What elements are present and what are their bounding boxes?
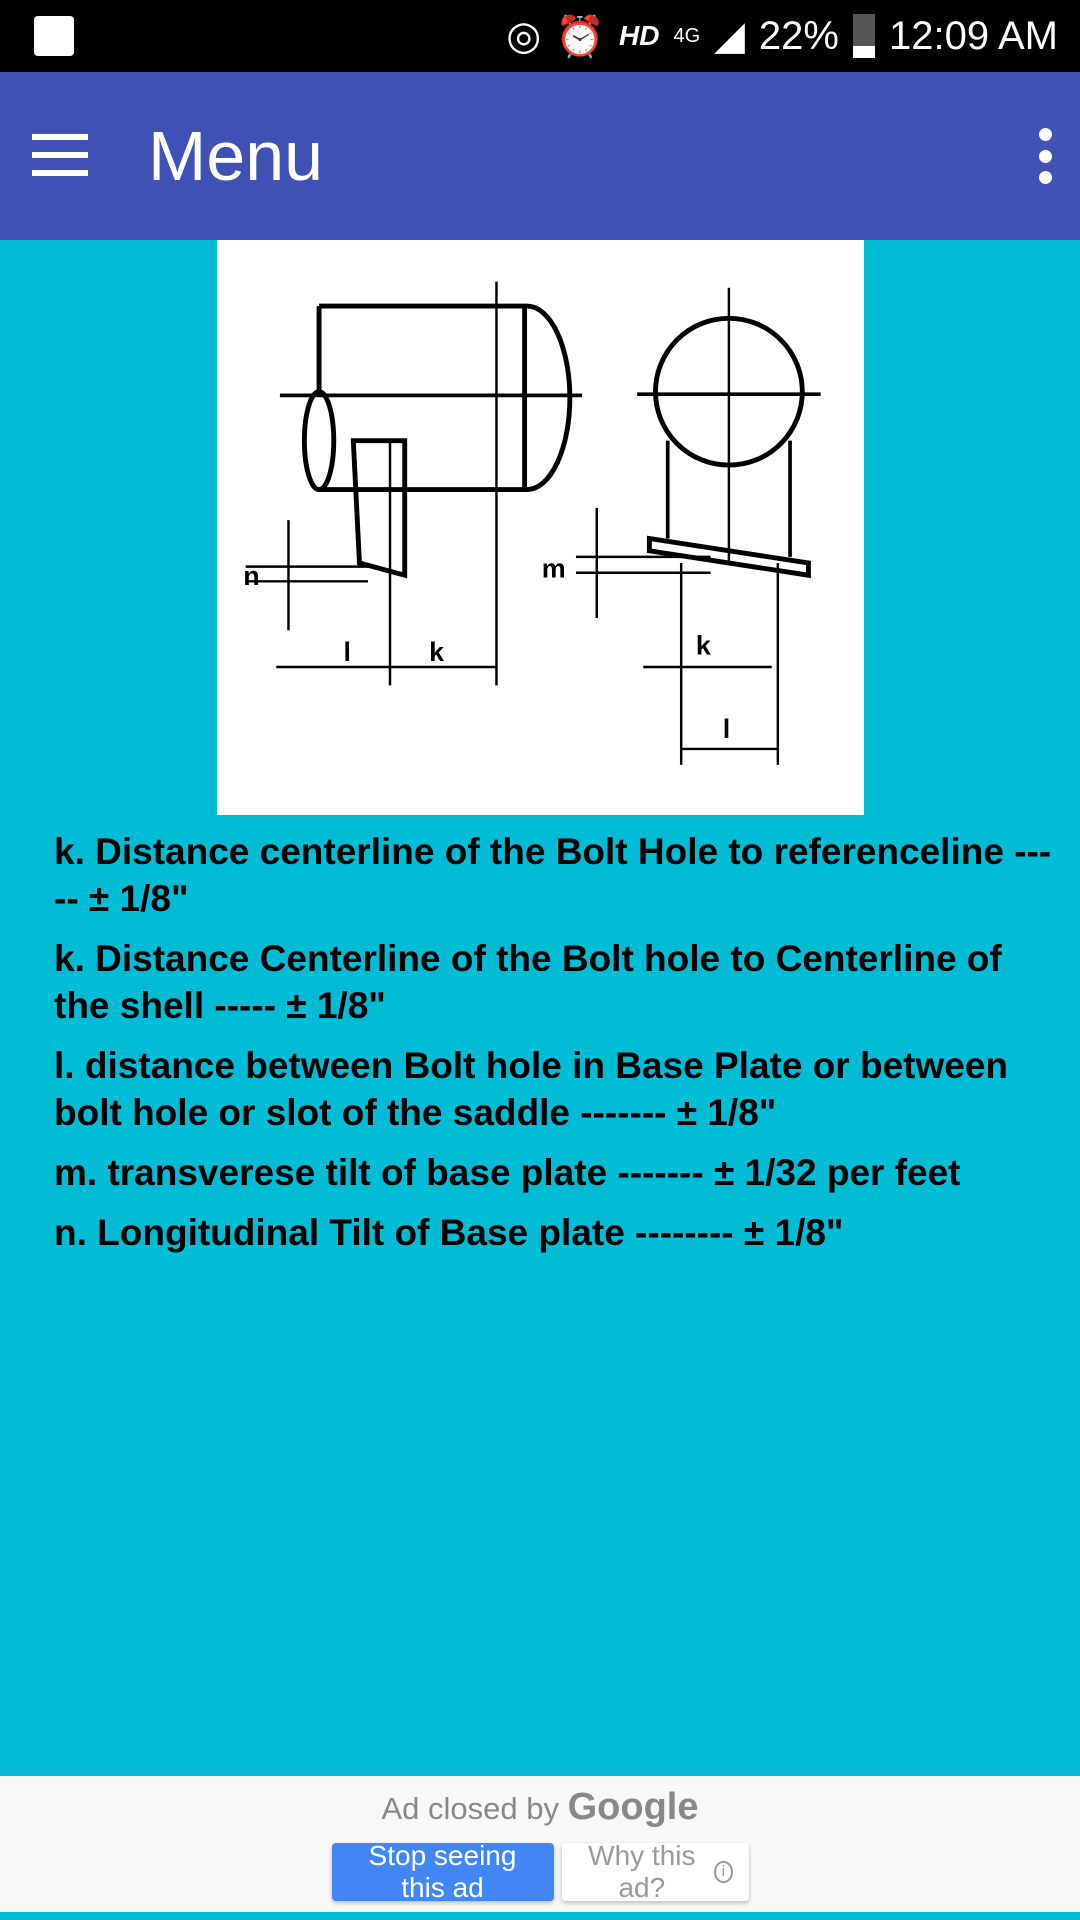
hotspot-icon: ◎ <box>506 14 542 58</box>
signal-icon: ◢ <box>714 14 745 58</box>
ad-closed-label: Ad closed by <box>381 1791 559 1826</box>
google-logo: Google <box>567 1786 699 1828</box>
info-icon: i <box>714 1861 732 1883</box>
label-k: k <box>429 636 445 667</box>
battery-icon <box>853 14 875 58</box>
list-item: k. Distance Centerline of the Bolt hole to Centerline of the shell ----- ± 1/8" <box>54 938 1002 1026</box>
list-item: n. Longitudinal Tilt of Base plate -------- ± 1/8" <box>54 1212 844 1253</box>
label-k-right: k <box>695 630 711 661</box>
bolt-tolerance-diagram <box>217 240 864 815</box>
label-l-right: l <box>722 713 731 744</box>
image-notification-icon <box>34 16 74 56</box>
why-this-ad-button[interactable] <box>562 1840 749 1903</box>
alarm-icon: ⏰ <box>555 14 606 59</box>
why-this-ad-label: Why this ad? <box>588 1840 696 1903</box>
battery-percent: 22% <box>758 13 839 58</box>
list-item: k. Distance centerline of the Bolt Hole to referenceline ----- ± 1/8" <box>54 831 1052 919</box>
app-bar <box>0 72 1080 240</box>
network-type: 4G <box>673 24 701 47</box>
stop-seeing-ad-button[interactable]: Stop seeing this ad <box>332 1843 554 1901</box>
label-m: m <box>541 553 566 584</box>
list-item: l. distance between Bolt hole in Base Plate or between bolt hole or slot of the saddle ------- ± 1/8" <box>54 1045 1009 1133</box>
hd-indicator: HD <box>619 20 660 51</box>
page-title: Menu <box>148 117 324 195</box>
list-item: m. transverese tilt of base plate ------- ± 1/32 per feet <box>54 1152 961 1193</box>
tolerance-list <box>54 828 1054 1269</box>
label-n: n <box>243 561 260 591</box>
ad-banner <box>0 1776 1080 1912</box>
more-options-icon[interactable] <box>1030 128 1060 184</box>
clock: 12:09 AM <box>888 13 1058 58</box>
status-bar <box>0 0 1080 72</box>
hamburger-menu-icon[interactable] <box>32 134 88 176</box>
label-l: l <box>343 636 352 667</box>
ad-closed-text <box>0 1786 1080 1829</box>
